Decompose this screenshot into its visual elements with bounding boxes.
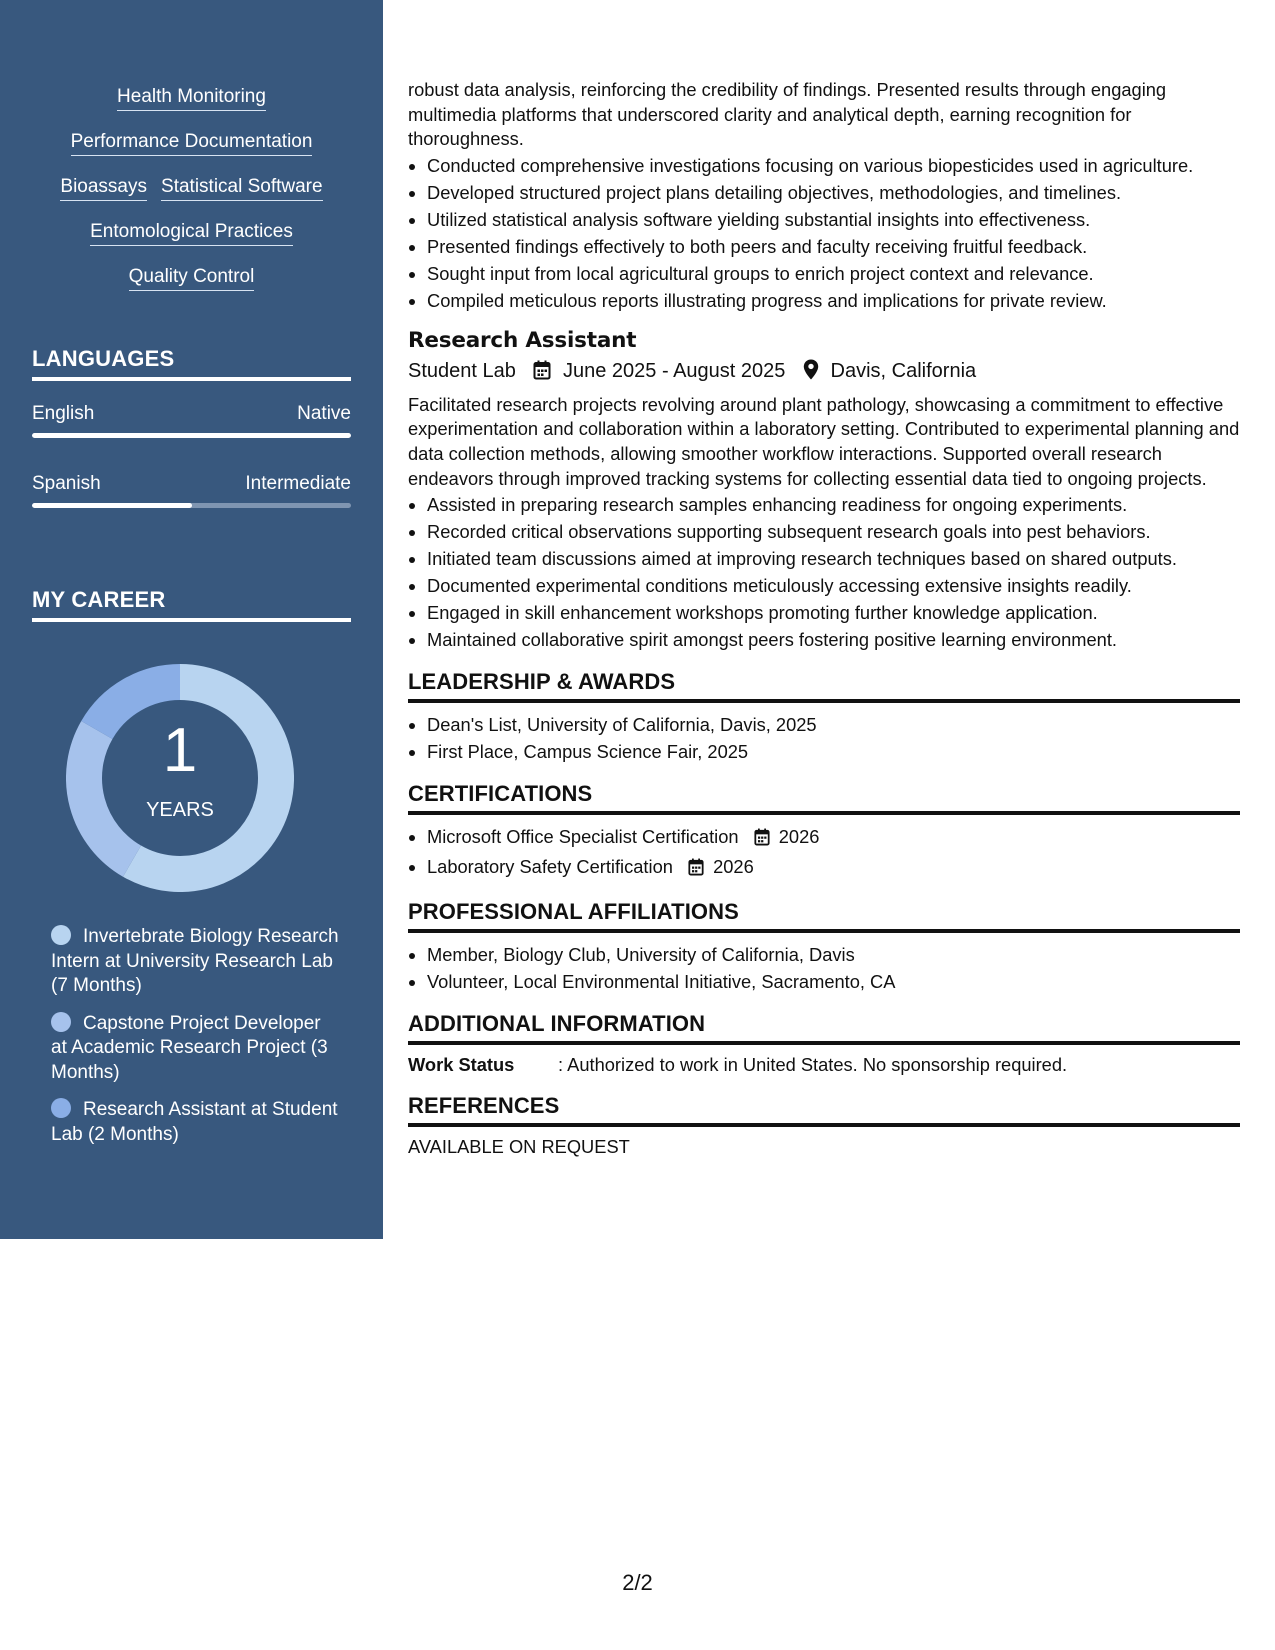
bullet-item: • Maintained collaborative spirit amongst peers fostering positive learning environment.	[427, 626, 1240, 653]
skill-tag: Performance Documentation	[71, 131, 313, 156]
career-list	[51, 925, 341, 1160]
bullet-item: • Developed structured project plans detailing objectives, methodologies, and timelines.	[427, 179, 1240, 206]
career-item-text: Research Assistant at Student Lab (2 Months)	[51, 1099, 338, 1145]
language-bar	[32, 503, 351, 508]
work-status-value: : Authorized to work in United States. No sponsorship required.	[558, 1054, 1068, 1076]
bullet-item: • Member, Biology Club, University of California, Davis	[427, 941, 1240, 968]
career-item-text: Invertebrate Biology Research Intern at University Research Lab (7 Months)	[51, 926, 339, 996]
bullet-item: • Documented experimental conditions meticulously accessing extensive insights readily.	[427, 572, 1240, 599]
languages-heading: LANGUAGES	[32, 346, 351, 381]
references-heading: REFERENCES	[408, 1093, 1240, 1127]
bullet-item: • Engaged in skill enhancement workshops promoting further knowledge application.	[427, 599, 1240, 626]
bullet-item: • Initiated team discussions aimed at improving research techniques based on shared outputs.	[427, 545, 1240, 572]
language-bar	[32, 433, 351, 438]
page-number: 2/2	[622, 1570, 653, 1595]
career-legend-dot	[51, 1012, 71, 1032]
location-pin-icon	[803, 359, 819, 389]
intro-paragraph: robust data analysis, reinforcing the credibility of findings. Presented results through engaging multimedia platforms that underscored clarity and analytical depth, earning recognition for thoroughness.	[408, 79, 1167, 150]
language-level: Native	[297, 403, 351, 424]
references-text: AVAILABLE ON REQUEST	[408, 1136, 630, 1158]
leadership-list	[408, 711, 1240, 765]
bullet-item: • Utilized statistical analysis software yielding substantial insights into effectiveness.	[427, 206, 1240, 233]
main-content	[408, 78, 1240, 1159]
bullet-item: • Compiled meticulous reports illustrating progress and implications for private review.	[427, 287, 1240, 314]
career-total-years: 1	[162, 716, 198, 785]
bullet-item: • Sought input from local agricultural groups to enrich project context and relevance.	[427, 260, 1240, 287]
job-company: Student Lab	[408, 359, 516, 382]
career-total-unit: YEARS	[146, 799, 214, 821]
career-item	[51, 925, 341, 999]
calendar-icon	[754, 826, 770, 853]
affiliations-heading: PROFESSIONAL AFFILIATIONS	[408, 899, 1240, 933]
language-level: Intermediate	[245, 473, 351, 494]
bullet-item: • Conducted comprehensive investigations focusing on various biopesticides used in agriculture.	[427, 152, 1240, 179]
work-status-label: Work Status	[408, 1054, 515, 1076]
bullet-item: • First Place, Campus Science Fair, 2025	[427, 738, 1240, 765]
career-heading: MY CAREER	[32, 587, 351, 622]
job-bullets	[408, 491, 1240, 653]
career-legend-dot	[51, 925, 71, 945]
job-dates: June 2025 - August 2025	[563, 359, 786, 382]
bullet-item: • Dean's List, University of California, Davis, 2025	[427, 711, 1240, 738]
intro-bullets	[408, 152, 1240, 314]
certification-name: Microsoft Office Specialist Certification	[427, 826, 739, 848]
bullet-item: • Recorded critical observations supporting subsequent research goals into pest behaviors.	[427, 518, 1240, 545]
certifications-list	[408, 823, 1240, 883]
certification-item	[427, 823, 1240, 853]
career-item	[51, 1012, 341, 1086]
leadership-heading: LEADERSHIP & AWARDS	[408, 669, 1240, 703]
skill-tag: Quality Control	[129, 266, 255, 291]
language-bar-fill	[32, 433, 351, 438]
language-name: Spanish	[32, 473, 101, 494]
additional-info-heading: ADDITIONAL INFORMATION	[408, 1011, 1240, 1045]
affiliations-list	[408, 941, 1240, 995]
skill-tag: Statistical Software	[161, 176, 323, 201]
job-location: Davis, California	[830, 359, 977, 382]
bullet-item: • Presented findings effectively to both peers and faculty receiving fruitful feedback.	[427, 233, 1240, 260]
work-status-row	[408, 1053, 1240, 1077]
certification-name: Laboratory Safety Certification	[427, 856, 673, 878]
job-meta	[408, 356, 1240, 389]
job-title: Research Assistant	[408, 327, 637, 353]
bullet-item: • Volunteer, Local Environmental Initiative, Sacramento, CA	[427, 968, 1240, 995]
certification-year: 2026	[778, 826, 820, 848]
language-bar-fill	[32, 503, 192, 508]
certifications-heading: CERTIFICATIONS	[408, 781, 1240, 815]
job-description: Facilitated research projects revolving around plant pathology, showcasing a commitment to effective experimentation and collaboration within a laboratory setting. Contributed to experimental planning and data collection methods, allowing smoother workflow interactions. Supported overall research endeavors through improved tracking systems for collecting essential data tied to ongoing projects.	[408, 393, 1240, 489]
career-donut-chart	[66, 664, 294, 892]
skill-tag: Bioassays	[60, 176, 147, 201]
skill-tag: Entomological Practices	[90, 221, 293, 246]
career-item-text: Capstone Project Developer at Academic Research Project (3 Months)	[51, 1012, 328, 1083]
language-name: English	[32, 403, 95, 424]
career-legend-dot	[51, 1098, 71, 1118]
calendar-icon	[533, 359, 551, 389]
certification-year: 2026	[713, 856, 754, 878]
career-item	[51, 1098, 341, 1147]
certification-item	[427, 853, 1240, 883]
sidebar	[0, 0, 383, 1239]
calendar-icon	[688, 856, 704, 883]
skill-tag: Health Monitoring	[117, 86, 266, 111]
bullet-item: • Assisted in preparing research samples enhancing readiness for ongoing experiments.	[427, 491, 1240, 518]
skills-list	[0, 86, 383, 311]
